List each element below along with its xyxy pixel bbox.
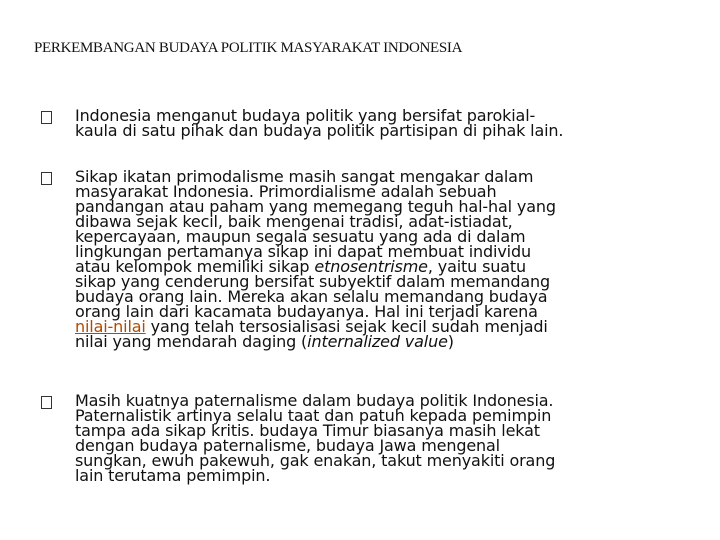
bullet-text [75, 393, 685, 483]
text-line: orang lain dari kacamata budayanya. Hal ini terjadi karena [75, 302, 538, 321]
text-line: kepercayaan, maupun segala sesuatu yang ada di dalam [75, 227, 526, 246]
italic-term: internalized value [307, 332, 448, 351]
italic-term: etnosentrisme [314, 257, 428, 276]
text-line: Paternalistik artinya selalu taat dan patuh kepada pemimpin [75, 406, 552, 425]
text-line: sungkan, ewuh pakewuh, gak enakan, takut menyakiti orang [75, 451, 556, 470]
bullet-square-icon [41, 172, 52, 185]
text-segment: ) [447, 332, 454, 351]
bullet-square-icon [41, 396, 52, 409]
text-line: masyarakat Indonesia. Primordialisme adalah sebuah [75, 182, 497, 201]
bullet-text [75, 169, 685, 349]
text-line: budaya orang lain. Mereka akan selalu memandang budaya [75, 287, 548, 306]
slide-title: PERKEMBANGAN BUDAYA POLITIK MASYARAKAT INDONESIA [34, 40, 463, 56]
text-line: Masih kuatnya paternalisme dalam budaya politik Indonesia. [75, 391, 554, 410]
text-line: lingkungan pertamanya sikap ini dapat membuat individu [75, 242, 531, 261]
text-line: dibawa sejak kecil, baik mengenai tradisi, adat-istiadat, [75, 212, 513, 231]
text-line: kaula di satu pihak dan budaya politik partisipan di pihak lain. [75, 121, 564, 140]
bullet-square-icon [41, 111, 52, 124]
text-segment: atau kelompok memiliki sikap [75, 257, 315, 276]
text-segment: nilai yang mendarah daging ( [75, 332, 308, 351]
text-line: Sikap ikatan primodalisme masih sangat mengakar dalam [75, 167, 534, 186]
text-line: pandangan atau paham yang memegang teguh hal-hal yang [75, 197, 556, 216]
text-line: dengan budaya paternalisme, budaya Jawa mengenal [75, 436, 500, 455]
text-segment: , yaitu suatu [427, 257, 527, 276]
text-line: tampa ada sikap kritis. budaya Timur biasanya masih lekat [75, 421, 540, 440]
bullet-text [75, 108, 685, 138]
text-line: Indonesia menganut budaya politik yang bersifat parokial- [75, 106, 536, 125]
text-segment: yang telah tersosialisasi sejak kecil sudah menjadi [145, 317, 548, 336]
text-line: lain terutama pemimpin. [75, 466, 271, 485]
text-line [75, 334, 685, 349]
text-line: sikap yang cenderung bersifat subyektif dalam memandang [75, 272, 551, 291]
nilai-link[interactable]: nilai-nilai [75, 317, 146, 336]
